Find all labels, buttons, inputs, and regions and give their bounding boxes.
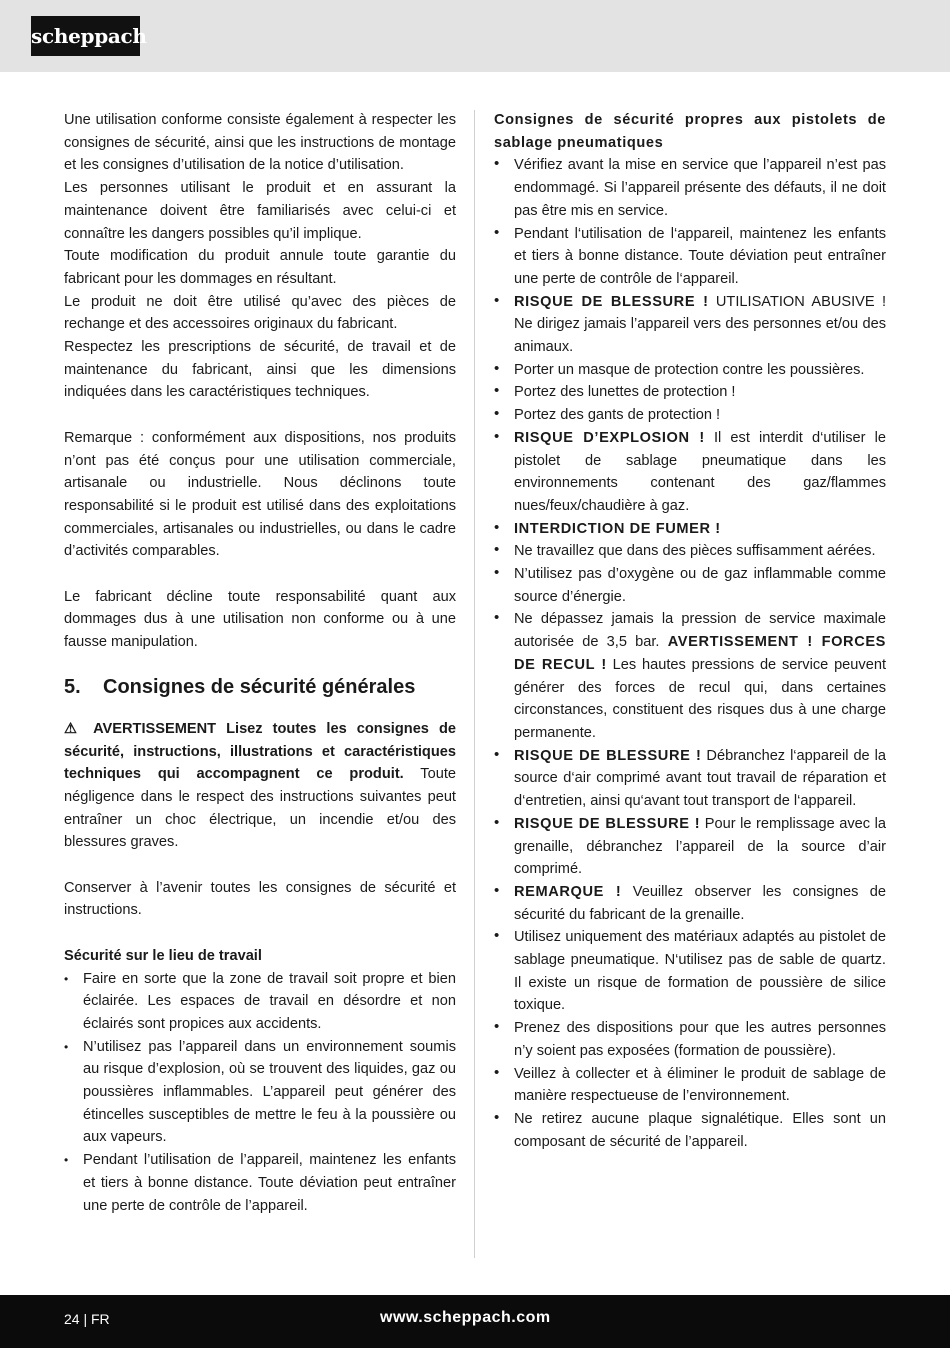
keep-instructions-paragraph: Conserver à l’avenir toutes les consignes de sécurité et instructions. (64, 879, 456, 919)
workplace-list (64, 968, 456, 1218)
footer-bar (0, 1295, 950, 1348)
bullet-icon: • (494, 155, 500, 173)
list-item: • Ne dépassez jamais la pression de service maximale autorisée de 3,5 bar. AVERTISSEMENT ! FORCES DE RECUL ! Les hautes pressions de service peuvent générer des forces de recul qui, dans certaines circonstances, constituent des risques dus à une charge permanente. (494, 609, 887, 741)
list-item: • RISQUE DE BLESSURE ! Pour le remplissage avec la grenaille, débranchez l’appareil de la source d’air comprimé. (494, 813, 886, 878)
list-item: • N’utilisez pas d’oxygène ou de gaz inflammable comme source d’énergie. (494, 564, 886, 605)
remark-paragraph: Remarque : conformément aux dispositions, nos produits n’ont pas été conçus pour une utilisation commerciale, artisanale ou industrielle. Nous déclinons toute responsabilité si le produit est utilisé dans des exploitations commerciales, artisanales ou industrielles, ou dans le cadre d’activités comparables. (64, 429, 456, 560)
bullet-icon: • (494, 291, 500, 309)
list-item: • RISQUE DE BLESSURE ! Débranchez l‘appareil de la source d‘air comprimé avant tout travail de réparation et d‘entretien, ainsi qu‘avant tout transport de l‘appareil. (494, 745, 886, 810)
bullet-icon: • (494, 609, 500, 627)
list-item: • Veillez à collecter et à éliminer le produit de sablage de manière respectueuse de l’environnement. (494, 1063, 886, 1105)
bullet-icon: • (64, 971, 69, 986)
list-item: • Ne retirez aucune plaque signalétique. Elles sont un composant de sécurité de l’appareil. (494, 1108, 886, 1150)
list-item: • RISQUE D’EXPLOSION ! Il est interdit d‘utiliser le pistolet de sablage pneumatique dans les environnements contenant des gaz/flammes nues/feux/chaudière à gaz. (494, 427, 886, 514)
list-item: • N’utilisez pas l’appareil dans un environnement soumis au risque d’explosion, où se trouvent des liquides, gaz ou poussières inflammables. L’appareil peut générer des étincelles susceptibles de mettre le feu à la poussière ou aux vapeurs. (64, 1036, 456, 1150)
bullet-icon: • (494, 541, 500, 559)
column-divider (474, 110, 475, 1258)
list-item: • Pendant l‘utilisation de l‘appareil, maintenez les enfants et tiers à bonne distance. Toute déviation peut entraîner une perte de contrôle de l‘appareil. (494, 223, 886, 287)
warning-bold-text: AVERTISSEMENT Lisez toutes les consignes de sécurité, instructions, illustrations et caractéristiques techniques qui accompagnent ce produit. (64, 720, 456, 783)
intro-paragraph: Respectez les prescriptions de sécurité, de travail et de maintenance du fabricant, ainsi que les dimensions indiquées dans les caractéristiques techniques. (64, 339, 456, 401)
bullet-icon: • (494, 1063, 500, 1081)
bullet-icon: • (494, 1018, 500, 1036)
sandblasting-list (494, 154, 886, 1153)
list-item: • Portez des lunettes de protection ! (494, 381, 886, 404)
workplace-heading: Sécurité sur le lieu de travail (64, 947, 262, 964)
disclaimer-paragraph: Le fabricant décline toute responsabilité quant aux dommages dus à une utilisation non conforme ou à une fausse manipulation. (64, 588, 456, 651)
intro-paragraph: Une utilisation conforme consiste également à respecter les consignes de sécurité, ainsi que les instructions de montage et les consignes d’utilisation de la notice d’utilisation. (64, 112, 456, 174)
bullet-icon: • (494, 223, 500, 241)
website-link[interactable]: www.scheppach.com (380, 1309, 551, 1326)
left-column (64, 109, 456, 1217)
list-item: • Prenez des dispositions pour que les autres personnes n’y soient pas exposées (formation de poussière). (494, 1018, 886, 1059)
right-column (494, 109, 886, 1153)
bullet-icon: • (494, 405, 500, 423)
bullet-icon: • (494, 813, 500, 831)
intro-paragraph: Les personnes utilisant le produit et en assurant la maintenance doivent être familiarisés avec celui-ci et connaître les dangers possibles qu’il implique. (64, 180, 456, 242)
intro-paragraph: Le produit ne doit être utilisé qu’avec des pièces de rechange et des accessoires originaux du fabricant. (64, 293, 456, 333)
list-item: • Ne travaillez que dans des pièces suffisamment aérées. (494, 540, 886, 563)
bullet-icon: • (494, 881, 500, 899)
list-item: • Vérifiez avant la mise en service que l’appareil n’est pas endommagé. Si l’appareil présente des défauts, il ne doit pas être mis en service. (494, 155, 886, 219)
bullet-icon: • (494, 359, 500, 377)
bullet-icon: • (494, 1108, 500, 1126)
list-item: • Faire en sorte que la zone de travail soit propre et bien éclairée. Les espaces de travail en désordre et non éclairés sont propices aux accidents. (64, 968, 456, 1036)
intro-paragraph: Toute modification du produit annule toute garantie du fabricant pour les dommages en résultant. (64, 248, 456, 287)
warning-triangle-icon: ⚠ (64, 720, 84, 737)
section-heading (64, 674, 456, 700)
bullet-icon: • (494, 564, 500, 582)
section-number: 5. (64, 675, 81, 698)
list-item: • REMARQUE ! Veuillez observer les consignes de sécurité du fabricant de la grenaille. (494, 881, 886, 923)
list-item: • Portez des gants de protection ! (494, 404, 886, 427)
list-item: • Utilisez uniquement des matériaux adaptés au pistolet de sablage pneumatique. N‘utilisez pas de sable de quartz. Il existe un risque de formation de poussière de silice toxique. (494, 927, 886, 1014)
list-item: • INTERDICTION DE FUMER ! (494, 518, 886, 541)
brand-logo: scheppach (31, 16, 140, 56)
bullet-icon: • (494, 518, 500, 536)
bullet-icon: • (494, 382, 500, 400)
sandblasting-heading: Consignes de sécurité propres aux pistolets de sablage pneumatiques (494, 112, 886, 151)
bullet-icon: • (494, 927, 500, 945)
warning-text: Toute négligence dans le respect des instructions suivantes peut entraîner un choc électrique, un incendie et/ou des blessures graves. (64, 766, 456, 851)
warning-paragraph (64, 718, 456, 854)
list-item: • Porter un masque de protection contre les poussières. (494, 359, 886, 382)
bullet-icon: • (64, 1039, 69, 1054)
bullet-icon: • (64, 1153, 69, 1168)
list-item: • RISQUE DE BLESSURE ! UTILISATION ABUSIVE ! Ne dirigez jamais l’appareil vers des personnes et/ou des animaux. (494, 291, 886, 356)
page-number: 24 | FR (64, 1311, 110, 1327)
bullet-icon: • (494, 427, 500, 445)
section-title: Consignes de sécurité générales (103, 675, 416, 698)
bullet-icon: • (494, 745, 500, 763)
list-item: • Pendant l’utilisation de l’appareil, maintenez les enfants et tiers à bonne distance. Toute déviation peut entraîner une perte de contrôle de l’appareil. (64, 1149, 456, 1217)
